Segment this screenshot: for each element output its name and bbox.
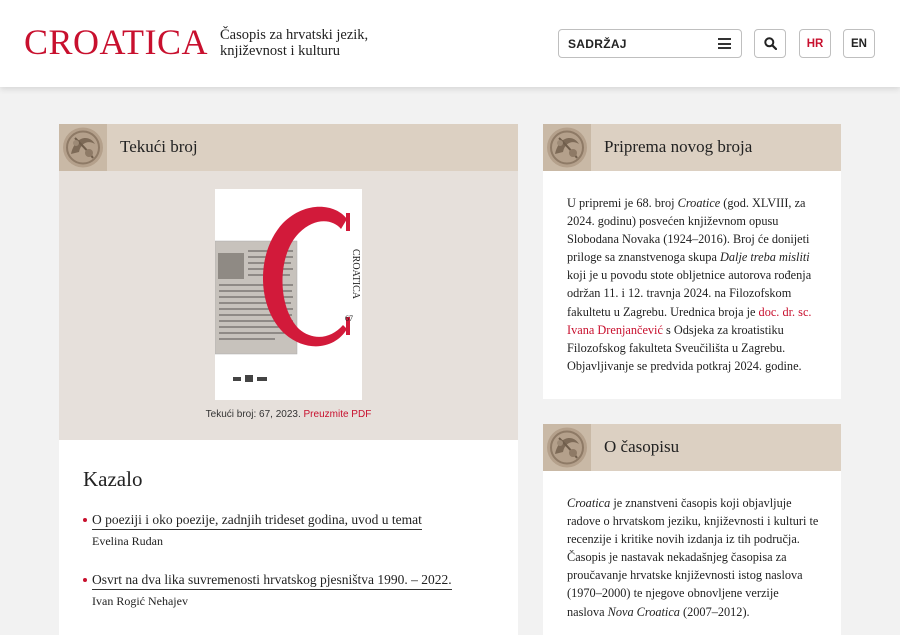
new-issue-text: U pripremi je 68. broj Croatice (god. XLVIII, za 2024. godinu) posvećen književnom opusu Slobodana Novaka (1924–2016). Broj će donijeti priloge sa znanstvenoga skupa Dalje treba misliti koji je u povodu stote obljetnice autorova rođenja održan 11. i 12. travnja 2024. na Filozofskom fakultetu u Zagrebu. Urednica broja je doc. dr. sc. Ivana Drenjančević s Odsjeka za kroatistiku Filozofskog fakulteta Sveučilišta u Zagrebu. Objavljivanje se predvida potkraj 2024. godine.: [567, 196, 812, 373]
toc-title: Kazalo: [83, 467, 143, 491]
site-logo[interactable]: CROATICA: [24, 22, 209, 62]
toc-item-author: Ivan Rogić Nehajev: [92, 594, 188, 608]
search-button[interactable]: [754, 29, 786, 58]
cover-issue-number: 67: [345, 314, 353, 323]
about-title: O časopisu: [604, 437, 680, 456]
about-text: Croatica je znanstveni časopis koji objavljuje radove o hrvatskom jeziku, književnosti i kulturi te recenzije i kritike novih izdanja iz tih područja. Časopis je nastavak nekadašnjeg časopisa za proučavanje hrvatske književnosti istog naslova (1970–2000) te njegove obnovljene verzije naslova Nova Croatica (2007–2012).: [567, 496, 819, 619]
bullet-icon: [83, 578, 87, 582]
content-menu-label: SADRŽAJ: [568, 37, 627, 51]
cover-wordmark: CROATICA: [350, 249, 361, 300]
new-issue-title: Priprema novog broja: [604, 137, 753, 156]
download-pdf-link[interactable]: Preuzmite PDF: [303, 409, 372, 420]
list-item: [83, 571, 503, 608]
current-issue-panel: [59, 171, 518, 440]
editor-link[interactable]: doc. dr. sc. Ivana Drenjančević: [567, 304, 812, 337]
new-issue-panel: [543, 171, 841, 399]
list-item: [83, 511, 503, 548]
search-icon: [764, 37, 777, 50]
language-en-button[interactable]: EN: [843, 29, 875, 58]
toc-item-link[interactable]: Osvrt na dva lika suvremenosti hrvatskog pjesništva 1990. – 2022.: [92, 572, 452, 590]
bullet-icon: [83, 518, 87, 522]
toc-item-author: Evelina Rudan: [92, 534, 163, 548]
content-menu-button[interactable]: [558, 29, 742, 58]
ornament-icon: [543, 424, 591, 471]
new-issue-header: [543, 124, 841, 171]
ornament-icon: [543, 124, 591, 171]
site-tagline: Časopis za hrvatski jezik, književnost i kulturu: [220, 27, 369, 59]
issue-cover-image[interactable]: [215, 189, 362, 400]
toc-item-link[interactable]: O poeziji i oko poezije, zadnjih trideset godina, uvod u temat: [92, 512, 422, 530]
current-issue-title: Tekući broj: [120, 137, 198, 156]
table-of-contents: [59, 440, 518, 635]
about-header: [543, 424, 841, 471]
cover-caption-text: Tekući broj: 67, 2023.: [205, 409, 301, 420]
ornament-icon: [59, 124, 107, 171]
cover-caption: [59, 409, 518, 420]
language-hr-button[interactable]: HR: [799, 29, 831, 58]
hamburger-icon: [718, 38, 731, 49]
current-issue-header: [59, 124, 518, 171]
site-header: [0, 0, 900, 87]
about-panel: [543, 471, 841, 635]
